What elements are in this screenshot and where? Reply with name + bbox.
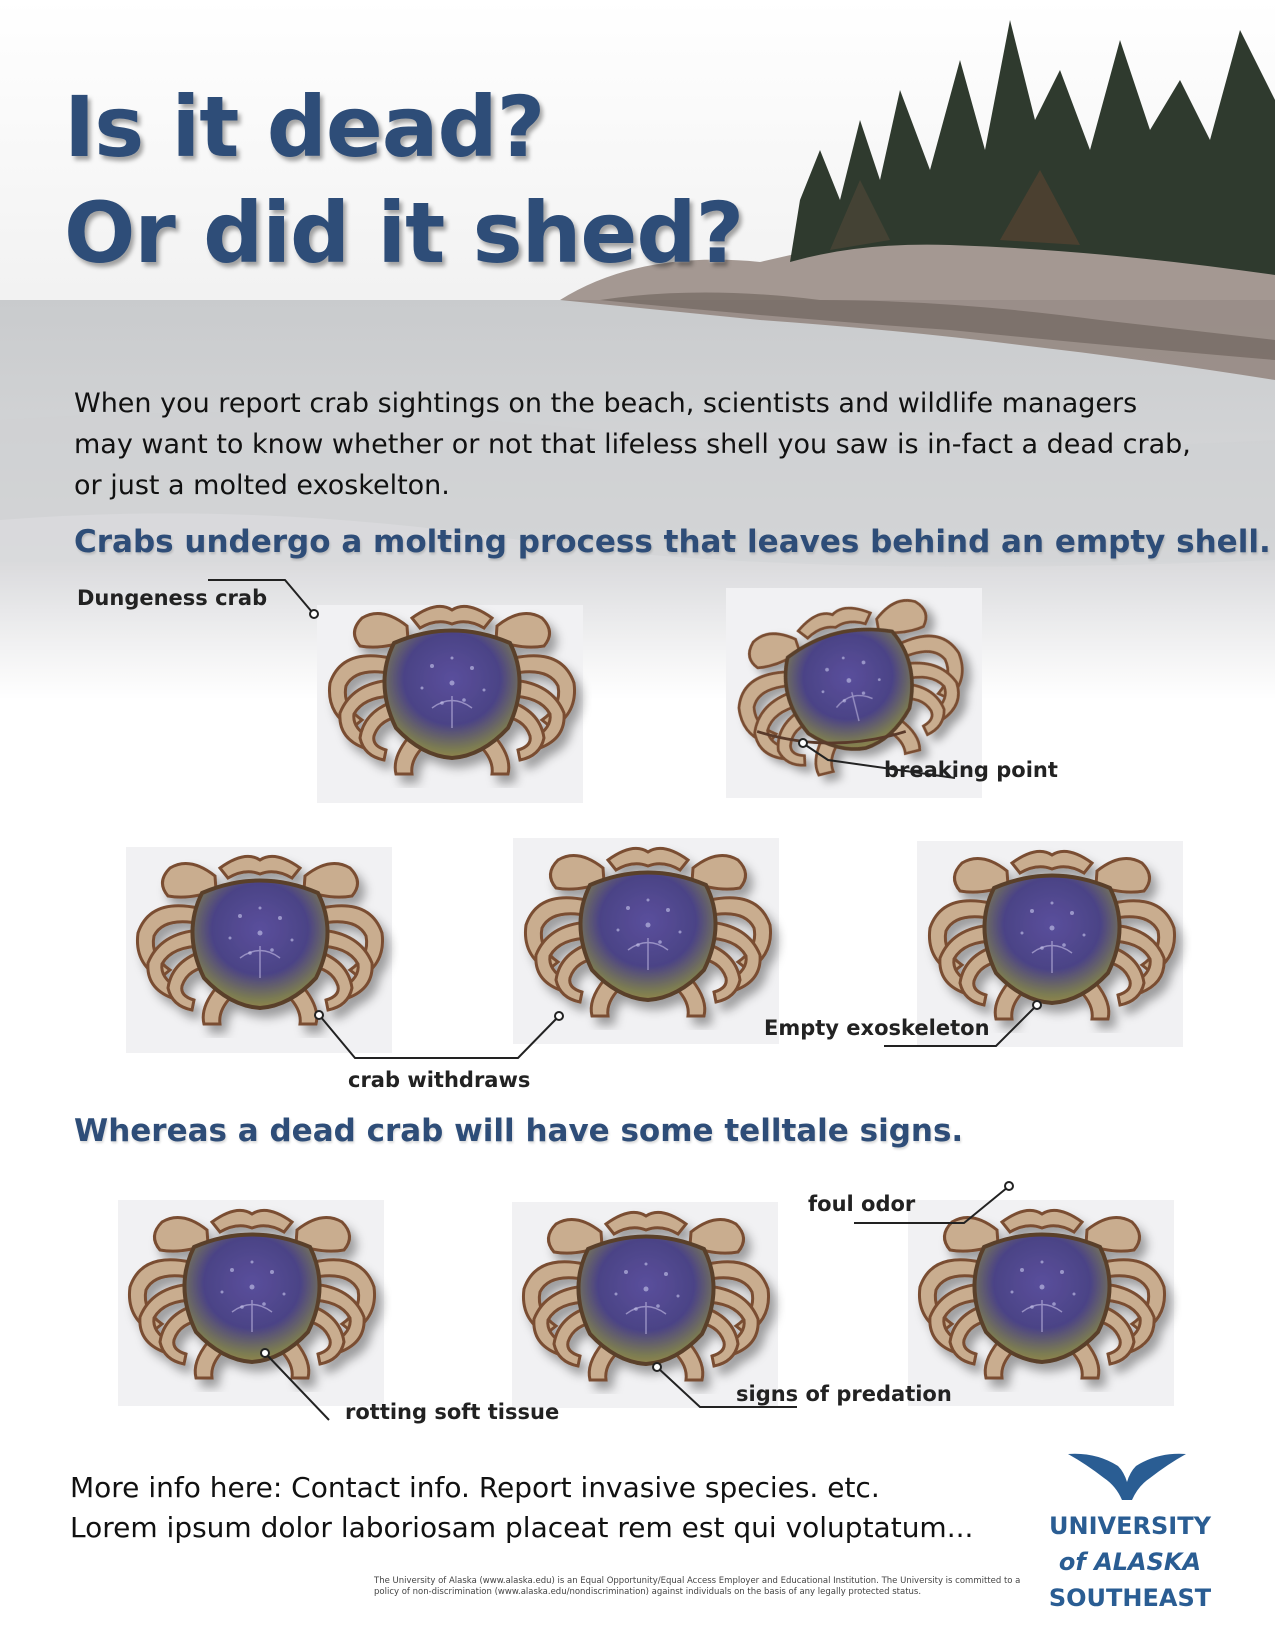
empty-exoskeleton-icon <box>912 833 1192 1033</box>
footer-line-1: More info here: Contact info. Report invasive species. etc. <box>70 1471 880 1504</box>
dead-crab-icon <box>506 1194 786 1394</box>
title-line-1: Is it dead? <box>64 78 545 176</box>
logo-line-3: SOUTHEAST <box>1048 1584 1212 1612</box>
dead-crab-heading: Whereas a dead crab will have some telltale signs. <box>74 1113 964 1149</box>
intro-paragraph: When you report crab sightings on the beach, scientists and wildlife managers may want to know whether or not that lifeless shell you saw is in-fact a dead crab, or just a molted exoskelton. <box>74 388 1191 501</box>
logo-line-2: of ALASKA <box>1058 1548 1202 1576</box>
legal-notice: The University of Alaska (www.alaska.edu) is an Equal Opportunity/Equal Access Employer and Educational Institution. The University is committed to a policy of non-discrimination (www.alaska.edu/nondiscrimination) against individuals on the basis of any legally protected status. <box>374 1576 1021 1597</box>
logo-line-1: UNIVERSITY <box>1049 1512 1211 1540</box>
footer-info <box>70 1468 973 1548</box>
whale-tail-icon <box>1066 1448 1188 1504</box>
crab-icon <box>508 830 788 1030</box>
label-rotting-soft-tissue: rotting soft tissue <box>345 1400 560 1424</box>
label-dungeness-crab: Dungeness crab <box>77 586 268 610</box>
label-breaking-point: breaking point <box>884 758 1058 782</box>
footer-line-2: Lorem ipsum dolor laboriosam placeat rem est qui voluptatum... <box>70 1511 974 1544</box>
dead-crab-icon <box>112 1192 392 1392</box>
label-foul-odor: foul odor <box>808 1192 916 1216</box>
dungeness-crab-icon <box>312 588 592 788</box>
title-line-2: Or did it shed? <box>64 184 744 282</box>
label-empty-exoskeleton: Empty exoskeleton <box>764 1016 990 1040</box>
university-logo-text <box>1030 1508 1230 1616</box>
molting-heading: Crabs undergo a molting process that leaves behind an empty shell. <box>74 524 1271 560</box>
dead-crab-icon <box>902 1192 1182 1392</box>
label-signs-of-predation: signs of predation <box>736 1382 952 1406</box>
crab-icon <box>120 838 400 1038</box>
label-crab-withdraws: crab withdraws <box>348 1068 531 1092</box>
